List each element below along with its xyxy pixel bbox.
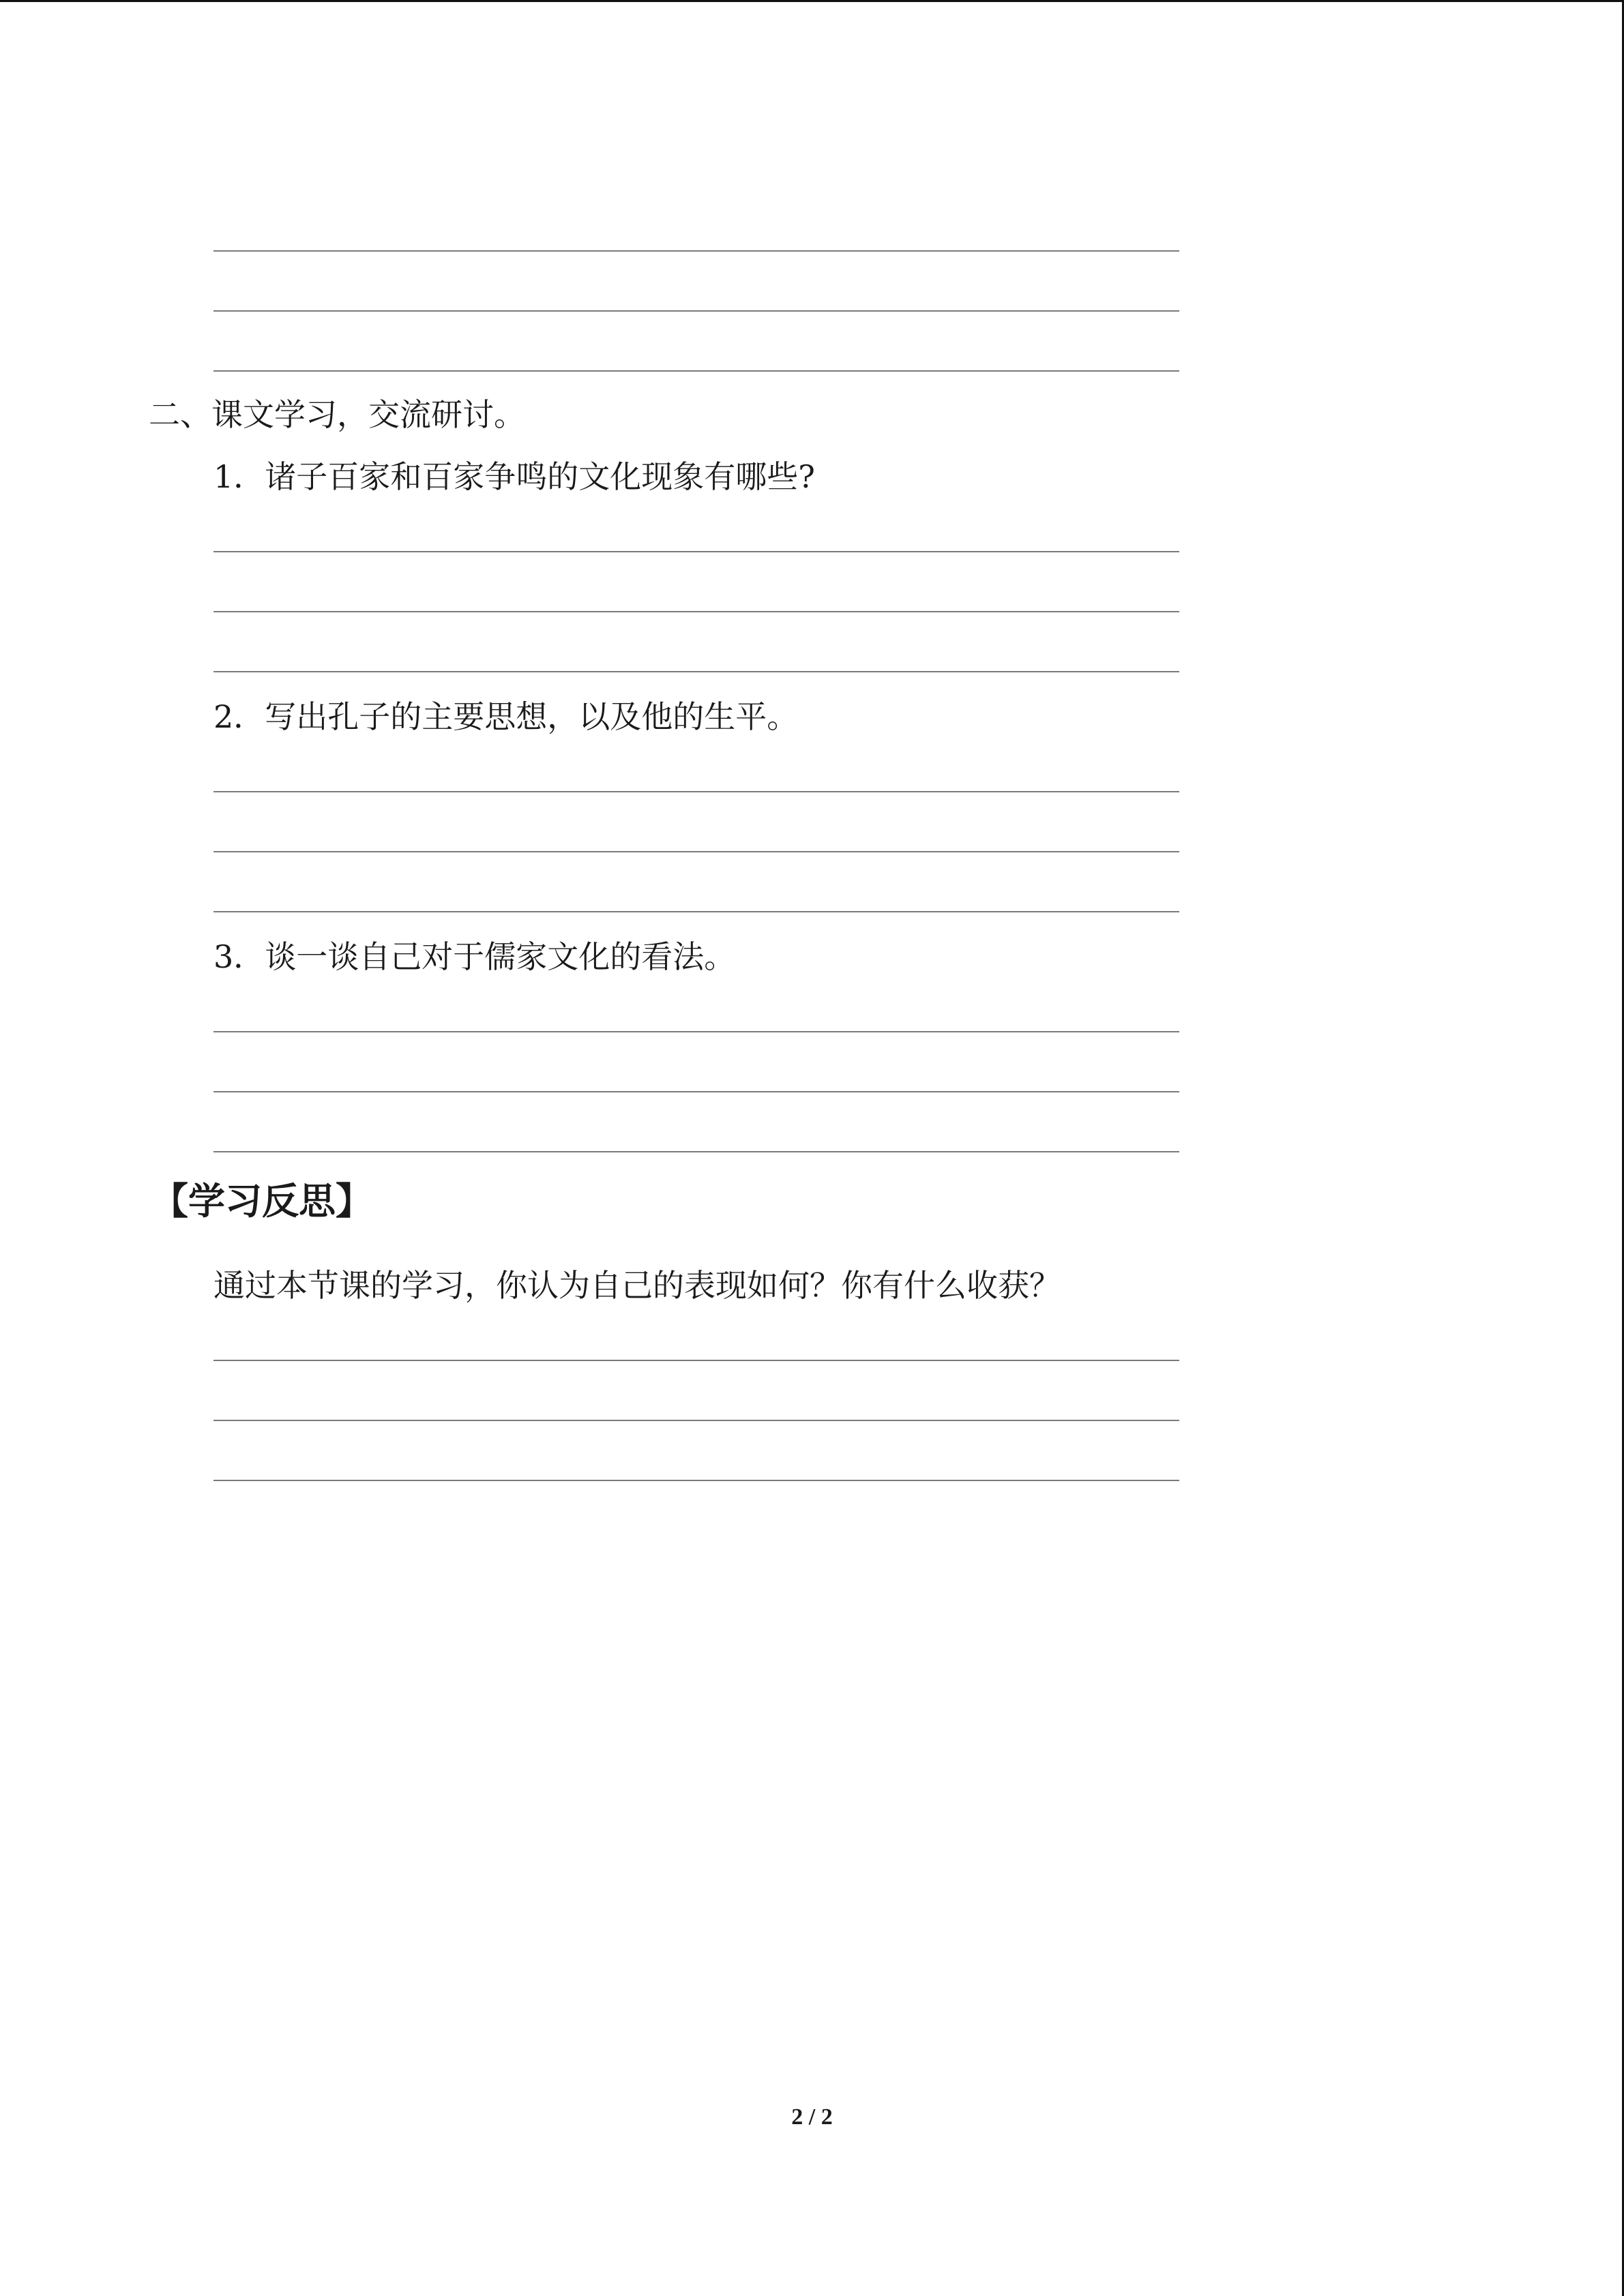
page-number: 2 / 2 (791, 2104, 833, 2130)
answer-line (213, 1480, 1179, 1481)
answer-line (213, 671, 1179, 672)
question-1: 1．诸子百家和百家争鸣的文化现象有哪些? (213, 458, 815, 495)
question-2: 2．写出孔子的主要思想，以及他的生平。 (213, 698, 799, 735)
answer-line (213, 791, 1179, 792)
answer-line (213, 370, 1179, 372)
answer-line (213, 250, 1179, 252)
answer-line (213, 1091, 1179, 1092)
reflection-prompt: 通过本节课的学习，你认为自己的表现如何？你有什么收获？ (213, 1267, 1061, 1304)
question-3: 3．谈一谈自己对于儒家文化的看法。 (213, 938, 736, 975)
section-two-title: 二、课文学习，交流研讨。 (149, 396, 525, 433)
answer-line (213, 1360, 1179, 1361)
answer-line (213, 1420, 1179, 1421)
answer-line (213, 310, 1179, 312)
answer-line (213, 851, 1179, 852)
answer-line (213, 1031, 1179, 1032)
reflection-heading: 【学习反思】 (151, 1180, 372, 1223)
page-top-border (0, 0, 1624, 2)
answer-line (213, 551, 1179, 552)
answer-line (213, 911, 1179, 912)
answer-line (213, 611, 1179, 612)
answer-line (213, 1151, 1179, 1152)
